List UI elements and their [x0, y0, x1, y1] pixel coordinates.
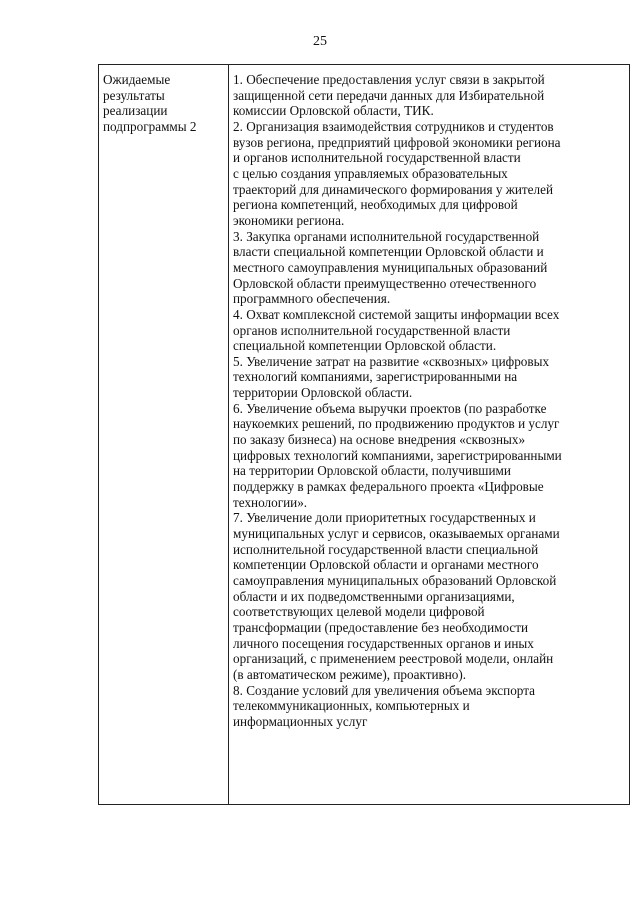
content-line: 5. Увеличение затрат на развитие «сквозных» цифровых [233, 353, 550, 369]
content-line: 3. Закупка органами исполнительной государственной [233, 228, 540, 244]
content-line: программного обеспечения. [233, 291, 391, 307]
content-line: 7. Увеличение доли приоритетных государственных и [233, 510, 536, 526]
content-line: по заказу бизнеса) на основе внедрения «сквозных» [233, 432, 526, 448]
content-line: организаций, с применением реестровой модели, онлайн [233, 651, 554, 667]
content-line: органов исполнительной государственной власти [233, 322, 511, 338]
content-line: муниципальных услуг и сервисов, оказываемых органами [233, 526, 560, 542]
content-line: телекоммуникационных, компьютерных и [233, 698, 470, 714]
content-line: (в автоматическом режиме), проактивно). [233, 666, 467, 682]
content-line: компетенции Орловской области и органами местного [233, 557, 539, 573]
row-content-cell [229, 65, 630, 805]
page-number: 25 [313, 34, 327, 49]
content-line: территории Орловской области. [233, 385, 413, 401]
label-line: подпрограммы 2 [103, 118, 197, 134]
content-line: вузов региона, предприятий цифровой экономики региона [233, 134, 561, 150]
content-line: траекторий для динамического формирования у жителей [233, 181, 554, 197]
content-line: технологий компаниями, зарегистрированными на [233, 369, 518, 385]
content-line: самоуправления муниципальных образований Орловской [233, 573, 557, 588]
content-line: экономики региона. [233, 212, 345, 228]
content-line: соответствующих целевой модели цифровой [233, 604, 485, 620]
content-line: комиссии Орловской области, ТИК. [233, 103, 434, 119]
content-line: технологии». [233, 494, 308, 510]
content-line: специальной компетенции Орловской области. [233, 338, 497, 354]
label-line: результаты [103, 87, 165, 103]
content-line: Орловской области преимущественно отечественного [233, 275, 537, 291]
content-line: власти специальной компетенции Орловской области и [233, 244, 544, 260]
content-line: 1. Обеспечение предоставления услуг связи в закрытой [233, 72, 545, 87]
content-line: области и их подведомственными организациями, [233, 588, 515, 604]
content-line: личного посещения государственных органов и иных [233, 635, 534, 651]
table-row [99, 65, 630, 805]
label-line: реализации [103, 103, 168, 119]
content-line: региона компетенций, необходимых для цифровой [233, 197, 518, 213]
content-line: защищенной сети передачи данных для Избирательной [233, 87, 545, 103]
content-line: трансформации (предоставление без необходимости [233, 619, 529, 635]
results-table [98, 64, 630, 805]
content-line: местного самоуправления муниципальных образований [233, 259, 548, 275]
content-line: с целью создания управляемых образовательных [233, 165, 508, 181]
content-line: цифровых технологий компаниями, зарегистрированными [233, 447, 562, 463]
content-line: 8. Создание условий для увеличения объема экспорта [233, 682, 535, 698]
content-line: 4. Охват комплексной системой защиты информации всех [233, 306, 560, 322]
content-line: 6. Увеличение объема выручки проектов (по разработке [233, 400, 547, 416]
row-label-cell [99, 65, 229, 805]
content-line: информационных услуг [233, 713, 368, 729]
content-line: на территории Орловской области, получившими [233, 463, 511, 479]
content-line: поддержку в рамках федерального проекта «Цифровые [233, 479, 544, 495]
label-line: Ожидаемые [103, 72, 171, 87]
content-line: и органов исполнительной государственной власти [233, 150, 521, 166]
content-line: наукоемких решений, по продвижению продуктов и услуг [233, 416, 560, 432]
content-line: 2. Организация взаимодействия сотрудников и студентов [233, 118, 554, 134]
content-line: исполнительной государственной власти специальной [233, 541, 539, 557]
